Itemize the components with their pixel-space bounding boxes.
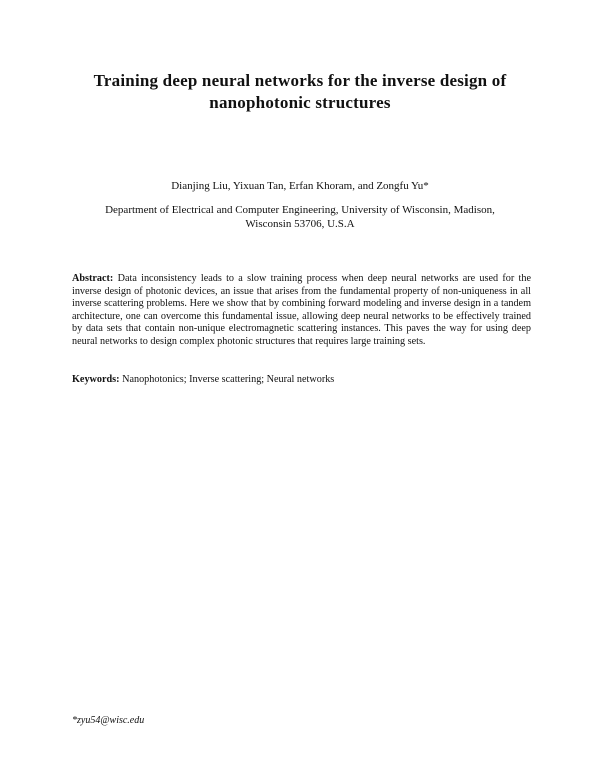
paper-title-line-2: nanophotonic structures (209, 93, 391, 112)
keywords-text: Nanophotonics; Inverse scattering; Neural networks (122, 374, 335, 385)
keywords-label: Keywords: (72, 374, 120, 385)
abstract-label: Abstract: (72, 273, 114, 284)
affiliation-line-2: Wisconsin 53706, U.S.A (245, 218, 355, 230)
abstract-text: Data inconsistency leads to a slow training process when deep neural networks are used for the inverse design of photonic devices, an issue that arises from the fundamental property of non-uniqueness in all inverse scattering problems. Here we show that by combining forward modeling and inverse design in a tandem architecture, one can overcome this fundamental issue, allowing deep neural networks to be effectively trained by data sets that contain non-unique electromagnetic scattering instances. This paves the way for using deep neural networks to design complex photonic structures that requires large training sets. (72, 273, 531, 347)
affiliation (60, 203, 540, 231)
corresponding-author-footnote: *zyu54@wisc.edu (72, 715, 145, 726)
author-list: Dianjing Liu, Yixuan Tan, Erfan Khoram, and Zongfu Yu* (171, 180, 429, 192)
affiliation-line-1: Department of Electrical and Computer Engineering, University of Wisconsin, Madison, (105, 204, 495, 216)
paper-title (60, 70, 540, 114)
paper-title-line-1: Training deep neural networks for the inverse design of (93, 71, 507, 90)
abstract (72, 273, 531, 349)
keywords (72, 374, 531, 387)
